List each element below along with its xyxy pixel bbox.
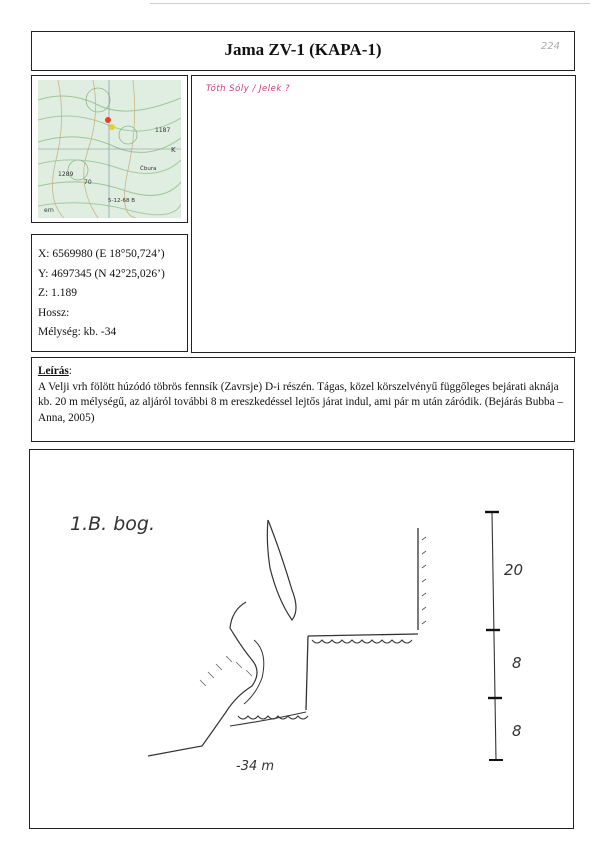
map-label-cave: Čbura	[140, 166, 157, 172]
cave-left-outline	[148, 602, 257, 756]
map-label-ern: ern	[44, 207, 54, 214]
topographic-map-image	[38, 80, 181, 218]
page-number: 224	[540, 41, 560, 52]
coordinate-x: X: 6569980 (E 18°50,724’)	[38, 248, 165, 260]
length-field: Hossz:	[38, 306, 70, 319]
scale-label-2: 8	[512, 654, 522, 672]
description-heading: Leírás	[38, 365, 69, 377]
map-label-k: K	[171, 146, 176, 154]
sketch-depth-label: -34 m	[236, 759, 275, 774]
survey-note: Tóth Sóly / Jelek ?	[206, 84, 290, 94]
slope-hatching	[200, 656, 252, 686]
coordinate-y: Y: 4697345 (N 42°25,026’)	[38, 267, 165, 280]
description-box: Leírás: A Velji vrh fölött húzódó töbrös fennsík (Zavrsje) D-i részén. Tágas, közel körszelvényű függőleges bejárati aknája kb. 20 m mélységű, az aljáról további 8 m ereszkedéssel lejtős járat indul, ami pár m után záródik. (Bejárás Bubba – Anna, 2005)	[31, 357, 575, 442]
cave-left-wall	[267, 520, 296, 620]
map-label-1187: 1187	[155, 127, 171, 134]
vertical-scale-bar	[485, 512, 503, 760]
scale-label-3: 8	[512, 722, 522, 740]
depth-field: Mélység: kb. -34	[38, 326, 117, 338]
coordinates-box	[31, 234, 188, 352]
cave-profile-sketch	[30, 450, 575, 830]
shaft-hatching	[422, 537, 426, 624]
scale-line	[492, 512, 496, 760]
description-text: A Velji vrh fölött húzódó töbrös fennsík (Zavrsje) D-i részén. Tágas, közel körszelvényű függőleges bejárati aknája kb. 20 m mélységű, az aljáról további 8 m ereszkedéssel lejtős járat indul, ami pár m után záródik. (Bejárás Bubba – Anna, 2005)	[38, 380, 564, 424]
cave-sketch-box	[29, 449, 574, 829]
scale-label-1: 20	[504, 561, 524, 579]
notes-box	[191, 75, 576, 353]
sketch-view-label: 1.B. bog.	[70, 513, 156, 535]
map-label-1289: 1289	[58, 171, 74, 178]
top-rule	[150, 3, 590, 4]
map-label-70: 70	[84, 179, 92, 186]
title-box	[31, 31, 575, 71]
map-label-scale: 5-12-68 B	[108, 198, 135, 204]
page-title: Jama ZV-1 (KAPA-1)	[224, 40, 382, 59]
coordinate-z: Z: 1.189	[38, 287, 77, 299]
cave-passage-floor-rocks	[312, 640, 412, 643]
location-map	[31, 75, 188, 223]
cave-inner-wall	[244, 640, 264, 704]
cave-drop-wall	[306, 636, 308, 710]
cave-passage-top	[308, 634, 418, 636]
